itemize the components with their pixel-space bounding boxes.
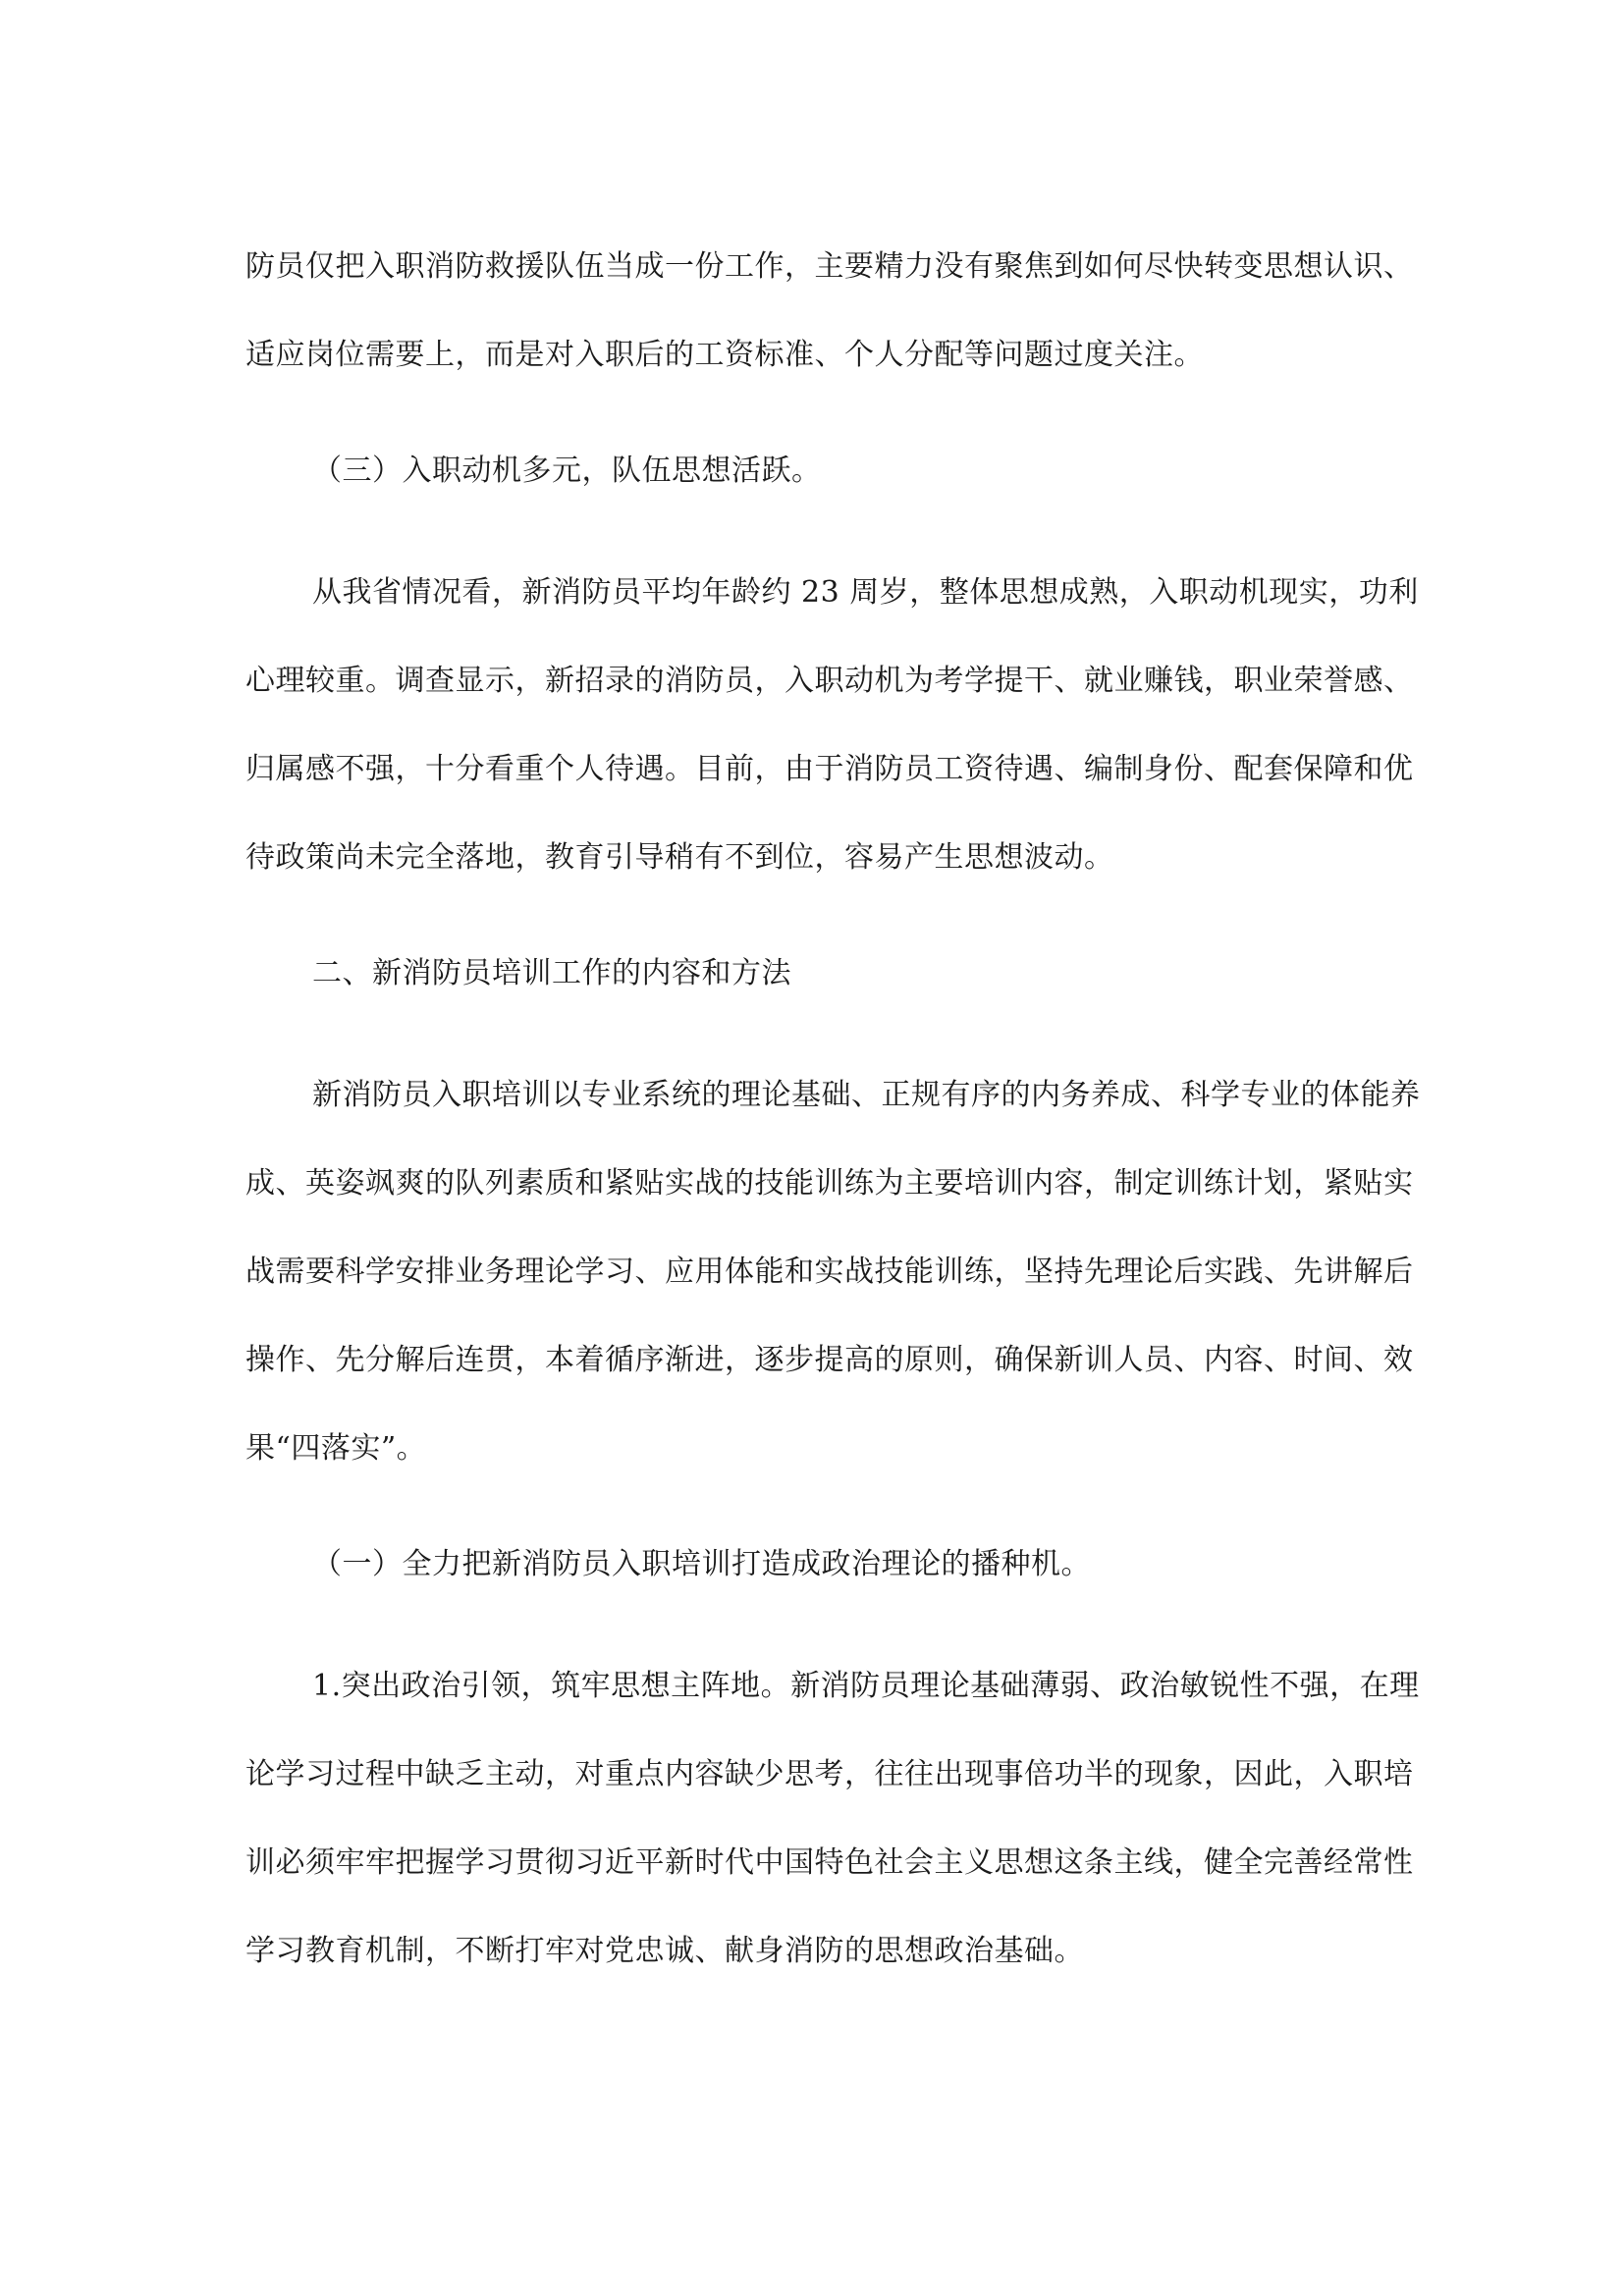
body-text-line: 1.突出政治引领，筑牢思想主阵地。新消防员理论基础薄弱、政治敏锐性不强，在理 — [312, 1669, 1420, 1703]
body-text-line: 成、英姿飒爽的队列素质和紧贴实战的技能训练为主要培训内容，制定训练计划，紧贴实 — [245, 1166, 1414, 1201]
body-text-line: 果“四落实”。 — [245, 1431, 427, 1466]
body-text-line: 学习教育机制，不断打牢对党忠诚、献身消防的思想政治基础。 — [245, 1934, 1084, 1968]
body-text-line: 适应岗位需要上，而是对入职后的工资标准、个人分配等问题过度关注。 — [245, 338, 1204, 372]
body-text-line: 战需要科学安排业务理论学习、应用体能和实战技能训练，坚持先理论后实践、先讲解后 — [245, 1255, 1414, 1289]
body-text-line: 论学习过程中缺乏主动，对重点内容缺少思考，往往出现事倍功半的现象，因此，入职培 — [245, 1757, 1414, 1791]
section-heading: （三）入职动机多元，队伍思想活跃。 — [312, 454, 822, 488]
body-text-line: 训必须牢牢把握学习贯彻习近平新时代中国特色社会主义思想这条主线，健全完善经常性 — [245, 1845, 1414, 1880]
section-heading: 二、新消防员培训工作的内容和方法 — [312, 956, 791, 990]
body-text-line: 新消防员入职培训以专业系统的理论基础、正规有序的内务养成、科学专业的体能养 — [312, 1078, 1421, 1112]
body-text-line: 操作、先分解后连贯，本着循序渐进，逐步提高的原则，确保新训人员、内容、时间、效 — [245, 1343, 1414, 1377]
body-text-line: 防员仅把入职消防救援队伍当成一份工作，主要精力没有聚焦到如何尽快转变思想认识、 — [245, 249, 1414, 284]
body-text-line: 待政策尚未完全落地，教育引导稍有不到位，容易产生思想波动。 — [245, 840, 1114, 875]
body-text-line: 从我省情况看，新消防员平均年龄约 23 周岁，整体思想成熟，入职动机现实，功利 — [312, 575, 1419, 610]
section-heading: （一）全力把新消防员入职培训打造成政治理论的播种机。 — [312, 1547, 1091, 1581]
body-text-line: 心理较重。调查显示，新招录的消防员，入职动机为考学提干、就业赚钱，职业荣誉感、 — [245, 664, 1414, 698]
body-text-line: 归属感不强，十分看重个人待遇。目前，由于消防员工资待遇、编制身份、配套保障和优 — [245, 752, 1414, 786]
